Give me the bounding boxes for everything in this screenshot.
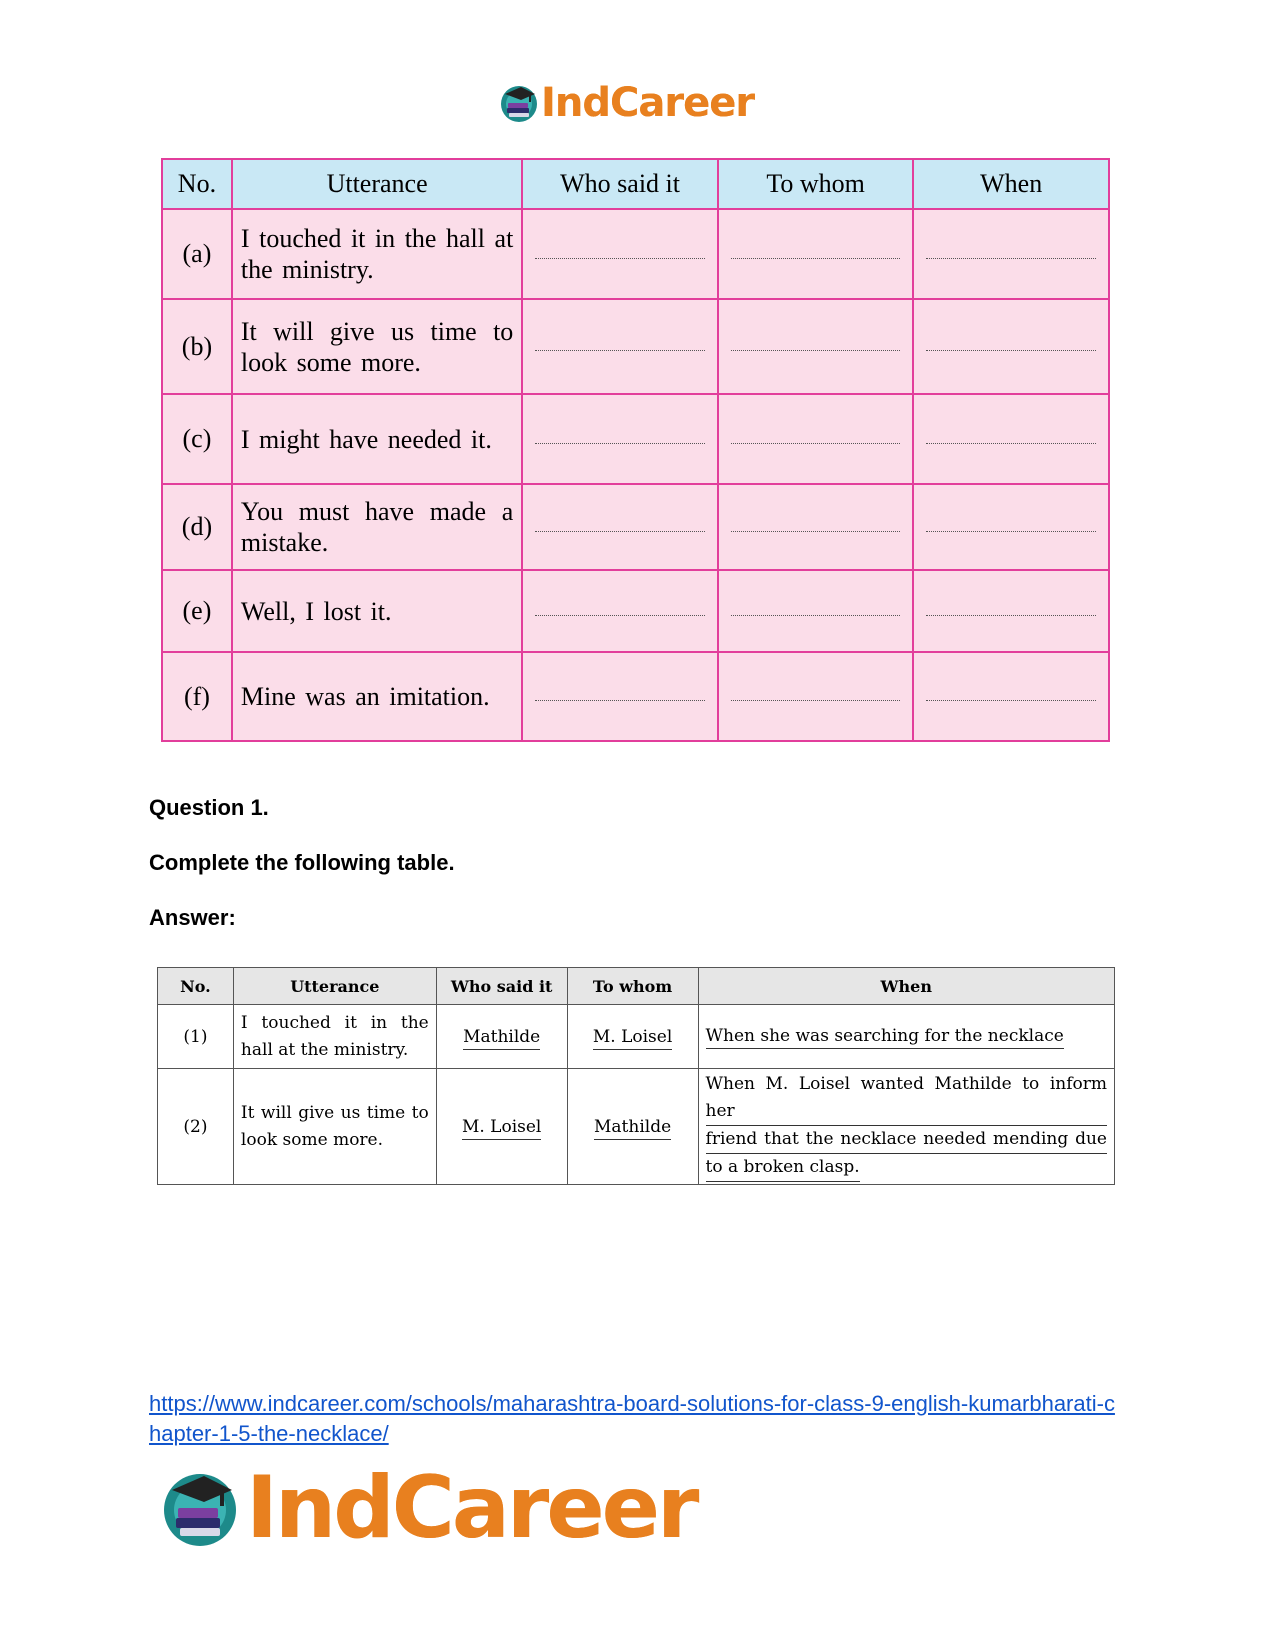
who-said-answer: M. Loisel [462,1117,541,1140]
logo-wordmark: IndCareer [541,80,755,126]
row-number: (2) [158,1069,234,1185]
blank-whom-cell [718,652,914,741]
blank-who-cell [522,299,718,394]
row-number: (b) [162,299,232,394]
row-number: (e) [162,570,232,652]
table-row [162,484,1109,570]
who-said-cell [436,1069,567,1185]
who-said-answer: Mathilde [463,1027,540,1050]
header-who-said-it: Who said it [436,968,567,1005]
header-utterance: Utterance [232,159,522,209]
dotted-line [731,350,901,351]
question-prompt: Complete the following table. [149,850,455,875]
blank-when-cell [913,209,1109,299]
graduation-cap-books-icon [160,1468,240,1548]
dotted-line [731,443,901,444]
blank-whom-cell [718,209,914,299]
header-utterance: Utterance [233,968,436,1005]
when-answer [706,1071,1107,1182]
blank-who-cell [522,394,718,484]
utterance-cell: I touched it in the hall at the ministry. [232,209,522,299]
blank-whom-cell [718,299,914,394]
row-number: (1) [158,1005,234,1069]
to-whom-cell [567,1005,698,1069]
blank-who-cell [522,570,718,652]
header-when: When [913,159,1109,209]
row-number: (d) [162,484,232,570]
table-row [158,1005,1115,1069]
row-number: (c) [162,394,232,484]
utterance-cell: You must have made a mistake. [232,484,522,570]
table-row [162,299,1109,394]
blank-who-cell [522,484,718,570]
when-answer-line: When she was searching for the necklace [706,1026,1064,1049]
dotted-line [535,350,705,351]
table-header-row [158,968,1115,1005]
blank-whom-cell [718,570,914,652]
utterance-cell: Mine was an imitation. [232,652,522,741]
dotted-line [731,531,901,532]
row-number: (f) [162,652,232,741]
blank-who-cell [522,652,718,741]
blank-who-cell [522,209,718,299]
to-whom-answer: M. Loisel [593,1027,672,1050]
table-row [162,570,1109,652]
header-to-whom: To whom [718,159,914,209]
header-to-whom: To whom [567,968,698,1005]
dotted-line [731,258,901,259]
when-answer-line: to a broken clasp. [706,1154,860,1182]
when-answer-line: When M. Loisel wanted Mathilde to inform her [706,1071,1107,1126]
to-whom-cell [567,1069,698,1185]
blank-when-cell [913,299,1109,394]
blank-when-cell [913,484,1109,570]
logo-bottom [160,1458,697,1558]
utterance-cell: It will give us time to look some more. [233,1069,436,1185]
dotted-line [926,531,1096,532]
dotted-line [535,443,705,444]
dotted-line [926,258,1096,259]
table-header-row [162,159,1109,209]
table-row [162,394,1109,484]
dotted-line [535,615,705,616]
header-who-said-it: Who said it [522,159,718,209]
header-no: No. [158,968,234,1005]
utterance-cell: I touched it in the hall at the ministry. [233,1005,436,1069]
answer-label: Answer: [149,905,236,930]
blank-whom-cell [718,484,914,570]
answer-table [157,967,1115,1185]
blank-when-cell [913,394,1109,484]
dotted-line [731,615,901,616]
dotted-line [926,700,1096,701]
who-said-cell [436,1005,567,1069]
when-cell [698,1005,1114,1069]
logo-wordmark: IndCareer [246,1458,697,1558]
utterance-cell: It will give us time to look some more. [232,299,522,394]
header-when: When [698,968,1114,1005]
blank-when-cell [913,652,1109,741]
dotted-line [926,443,1096,444]
blank-whom-cell [718,394,914,484]
when-answer-line: friend that the necklace needed mending due [706,1126,1107,1154]
table-row [158,1069,1115,1185]
row-number: (a) [162,209,232,299]
table-row [162,209,1109,299]
source-link[interactable]: https://www.indcareer.com/schools/maharashtra-board-solutions-for-class-9-english-kumarbharati-chapter-1-5-the-necklace/ [149,1391,1115,1446]
dotted-line [926,350,1096,351]
dotted-line [535,700,705,701]
blank-when-cell [913,570,1109,652]
question-title: Question 1. [149,795,269,820]
utterance-cell: Well, I lost it. [232,570,522,652]
graduation-cap-books-icon [499,83,539,123]
logo-top [499,80,754,126]
dotted-line [926,615,1096,616]
to-whom-answer: Mathilde [594,1117,671,1140]
dotted-line [535,531,705,532]
textbook-table [161,158,1110,742]
dotted-line [731,700,901,701]
when-cell [698,1069,1114,1185]
header-no: No. [162,159,232,209]
dotted-line [535,258,705,259]
utterance-cell: I might have needed it. [232,394,522,484]
table-row [162,652,1109,741]
